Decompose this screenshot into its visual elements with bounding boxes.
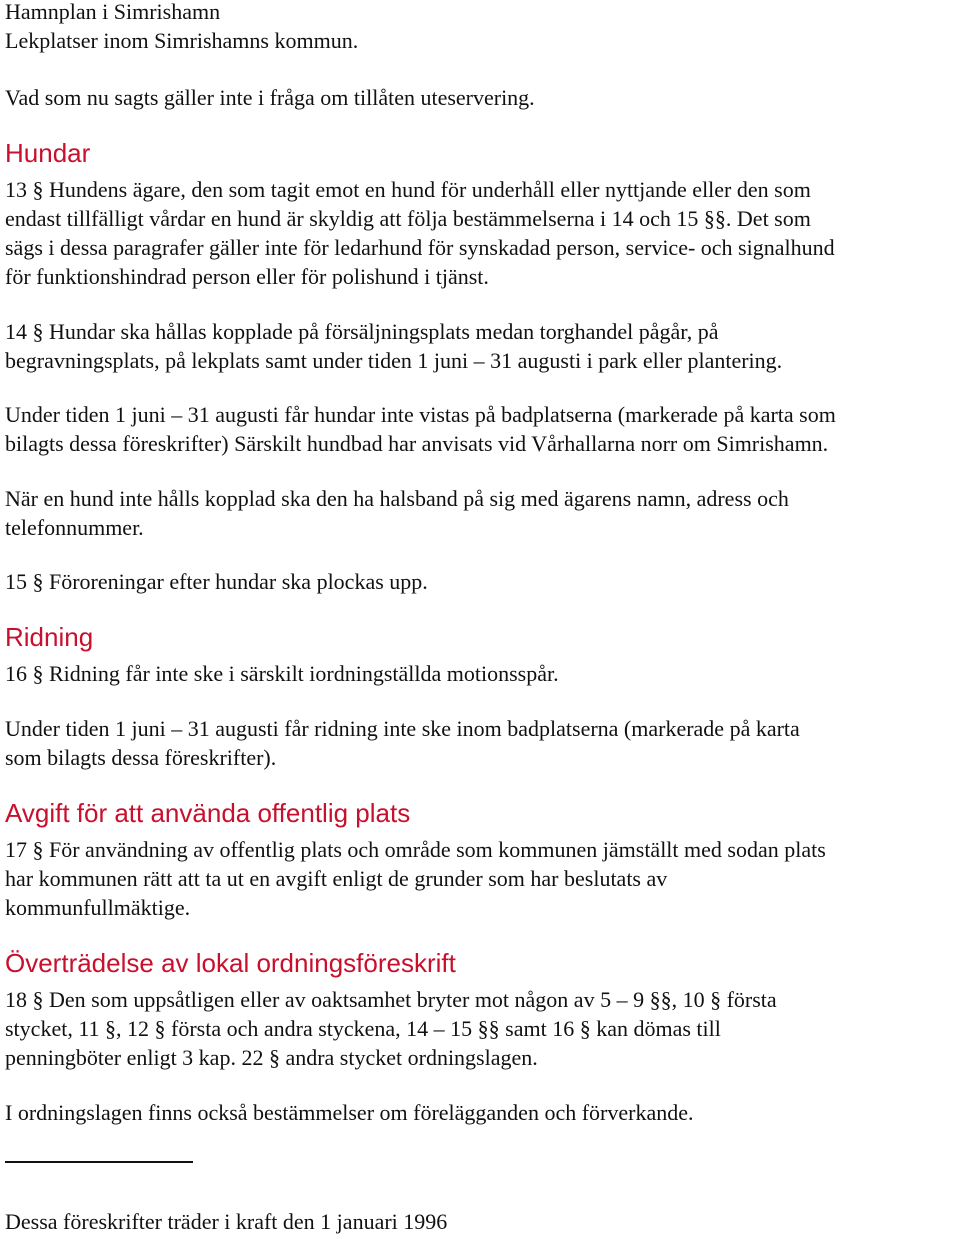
badplats-ridning-line-2: som bilagts dessa föreskrifter). <box>5 745 277 770</box>
paragraph-16: 16 § Ridning får inte ske i särskilt iordningställda motionsspår. <box>5 661 559 686</box>
section-heading-hundar: Hundar <box>5 138 91 168</box>
paragraph-13-line-4: för funktionshindrad person eller för polishund i tjänst. <box>5 264 489 289</box>
section-heading-overtradelse: Överträdelse av lokal ordningsföreskrift <box>5 948 456 978</box>
paragraph-14-line-2: begravningsplats, på lekplats samt under tiden 1 juni – 31 augusti i park eller plantering. <box>5 348 783 373</box>
paragraph-17-line-1: 17 § För användning av offentlig plats och område som kommunen jämställt med sodan plats <box>5 837 826 862</box>
paragraph-13-line-3: sägs i dessa paragrafer gäller inte för ledarhund för synskadad person, service- och signalhund <box>5 235 835 260</box>
paragraph-14-line-1: 14 § Hundar ska hållas kopplade på försäljningsplats medan torghandel pågår, på <box>5 319 719 344</box>
header-line-1: Hamnplan i Simrishamn <box>5 0 221 24</box>
halsband-line-1: När en hund inte hålls kopplad ska den ha halsband på sig med ägarens namn, adress och <box>5 486 789 511</box>
paragraph-18-line-1: 18 § Den som uppsåtligen eller av oaktsamhet bryter mot någon av 5 – 9 §§, 10 § första <box>5 987 777 1012</box>
ikraft-footer: Dessa föreskrifter träder i kraft den 1 januari 1996 <box>5 1209 448 1234</box>
badplats-ridning-line-1: Under tiden 1 juni – 31 augusti får ridning inte ske inom badplatserna (markerade på karta <box>5 716 800 741</box>
paragraph-17-line-3: kommunfullmäktige. <box>5 895 191 920</box>
section-heading-ridning: Ridning <box>5 622 94 652</box>
paragraph-18-line-2: stycket, 11 §, 12 § första och andra styckena, 14 – 15 §§ samt 16 § kan dömas till <box>5 1016 721 1041</box>
paragraph-17-line-2: har kommunen rätt att ta ut en avgift enligt de grunder som har beslutats av <box>5 866 668 891</box>
footnote-divider <box>5 1161 193 1163</box>
badplats-hund-line-2: bilagts dessa föreskrifter) Särskilt hundbad har anvisats vid Vårhallarna norr om Simrishamn. <box>5 431 829 456</box>
ordningslagen-paragraph: I ordningslagen finns också bestämmelser om förelägganden och förverkande. <box>5 1100 694 1125</box>
intro-paragraph: Vad som nu sagts gäller inte i fråga om tillåten uteservering. <box>5 85 535 110</box>
paragraph-18-line-3: penningböter enligt 3 kap. 22 § andra stycket ordningslagen. <box>5 1045 538 1070</box>
paragraph-13-line-2: endast tillfälligt vårdar en hund är skyldig att följa bestämmelserna i 14 och 15 §§. Det som <box>5 206 811 231</box>
header-line-2: Lekplatser inom Simrishamns kommun. <box>5 28 359 53</box>
paragraph-13-line-1: 13 § Hundens ägare, den som tagit emot en hund för underhåll eller nyttjande eller den som <box>5 177 811 202</box>
halsband-line-2: telefonnummer. <box>5 515 144 540</box>
section-heading-avgift: Avgift för att använda offentlig plats <box>5 798 411 828</box>
paragraph-15: 15 § Föroreningar efter hundar ska plockas upp. <box>5 569 428 594</box>
badplats-hund-line-1: Under tiden 1 juni – 31 augusti får hundar inte vistas på badplatserna (markerade på karta som <box>5 402 836 427</box>
